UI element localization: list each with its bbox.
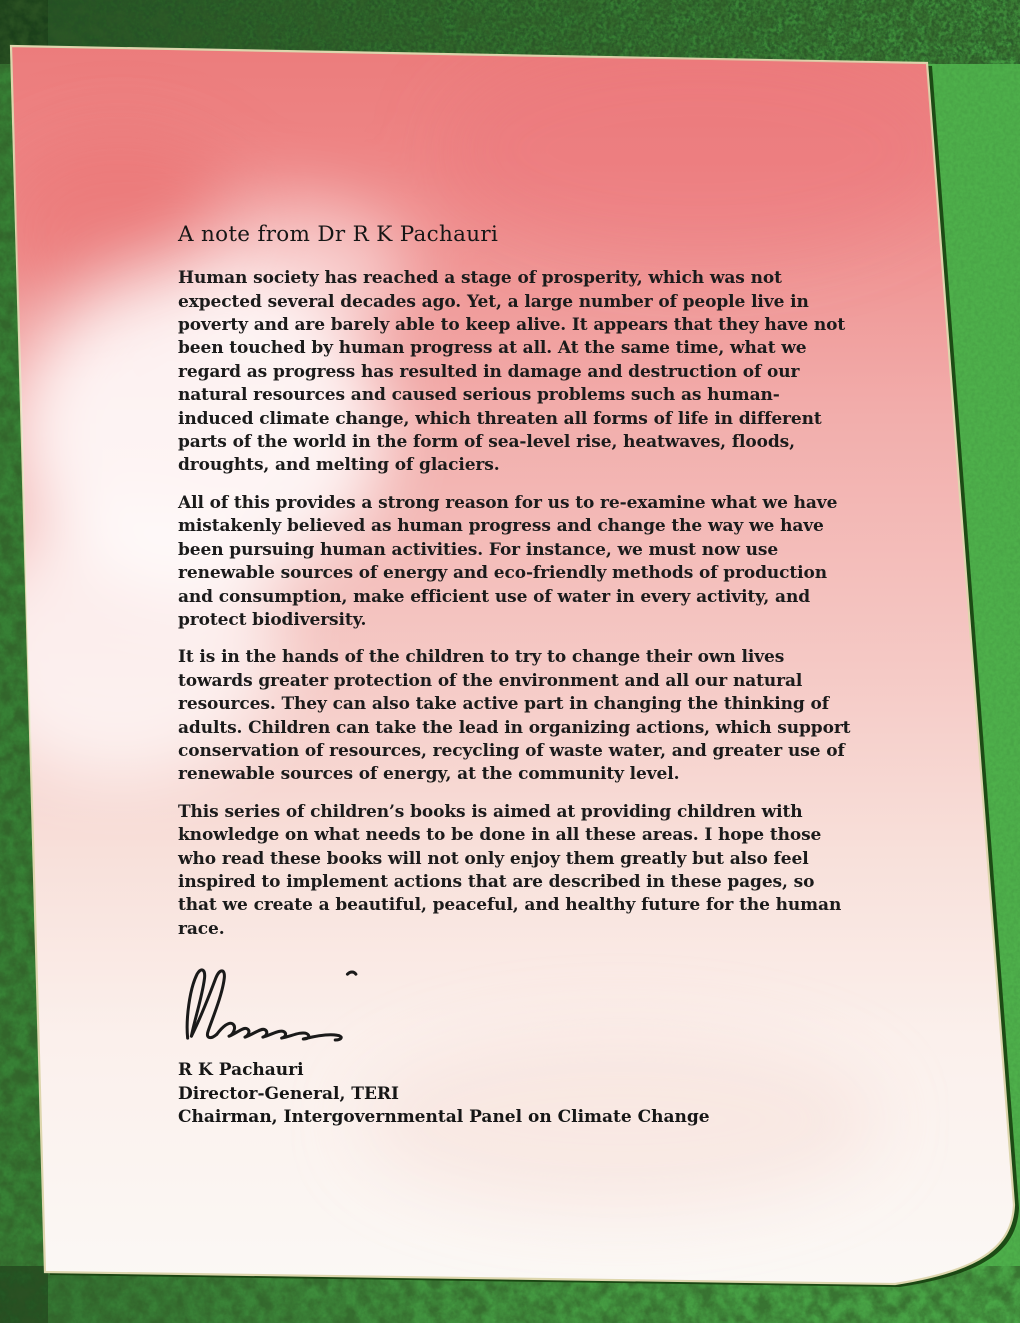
page-title: A note from Dr R K Pachauri: [178, 222, 499, 247]
signatory-title-1: Director-General, TERI: [178, 1083, 399, 1104]
paragraph-2: All of this provides a strong reason for us to re-examine what we have mistakenly believed as human progress and change the way we have been pursuing human activities. For instance, we must now use renewable sources of energy and eco-friendly methods of production and consumption, make efficient use of water in every activity, and protect biodiversity.: [178, 492, 838, 630]
note-content: [178, 222, 852, 1130]
signatory-name: R K Pachauri: [178, 1060, 304, 1081]
signature-image: [178, 961, 374, 1055]
paragraph-3: It is in the hands of the children to try to change their own lives towards greater protection of the environment and all our natural resources. They can also take active part in changing the thinking of adults. Children can take the lead in organizing actions, which support conservation of resources, recycling of waste water, and greater use of renewable sources of energy, at the community level.: [178, 647, 851, 785]
signatory-title-2: Chairman, Intergovernmental Panel on Climate Change: [178, 1107, 710, 1128]
paragraph-4: This series of children’s books is aimed at providing children with knowledge on what needs to be done in all these areas. I hope those who read these books will not only enjoy them greatly but also feel inspired to implement actions that are described in these pages, so that we create a beautiful, peaceful, and healthy future for the human race.: [178, 801, 842, 939]
paragraph-1: Human society has reached a stage of prosperity, which was not expected several decades ago. Yet, a large number of people live in poverty and are barely able to keep alive. It appears that they have not been touched by human progress at all. At the same time, what we regard as progress has resulted in damage and destruction of our natural resources and caused serious problems such as human-induced climate change, which threaten all forms of life in different parts of the world in the form of sea-level rise, heatwaves, floods, droughts, and melting of glaciers.: [178, 268, 846, 476]
signatory-block: [178, 1059, 852, 1130]
signature-strokes: [187, 970, 356, 1040]
